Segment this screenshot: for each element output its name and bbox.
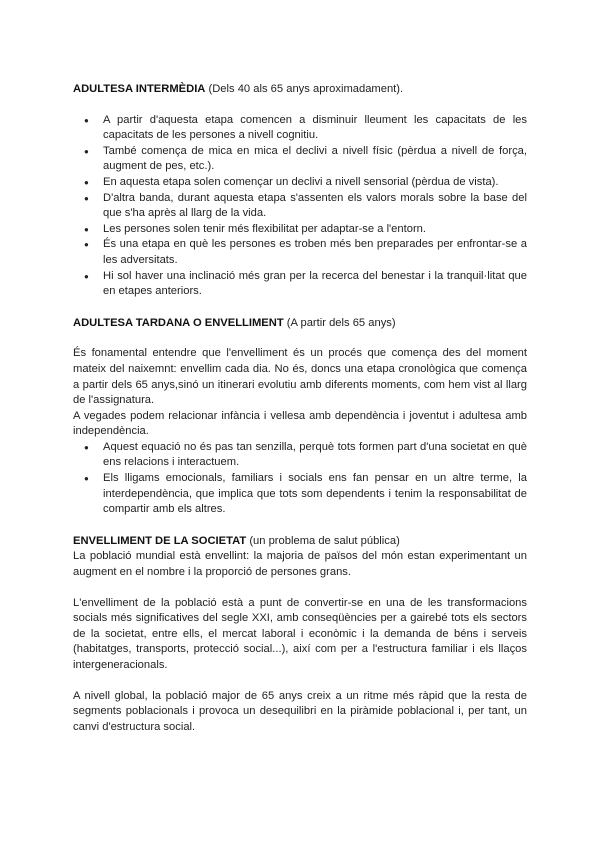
paragraph: La població mundial està envellint: la majoria de països del món estan experimentant un augment en el nombre i la proporció de persones grans. <box>73 550 527 579</box>
section-subtitle: (un problema de salut pública) <box>249 534 400 547</box>
paragraph: A vegades podem relacionar infància i vellesa amb dependència i joventut i adultesa amb independència. <box>73 409 527 438</box>
section-subtitle: (Dels 40 als 65 anys aproximadament). <box>208 83 404 95</box>
list-item: ● A partir d'aquesta etapa comencen a disminuir lleument les capacitats de les capacitats de les persones a nivell cognitiu. <box>73 113 527 144</box>
list-item: ● Hi sol haver una inclinació més gran per la recerca del benestar i la tranquil·litat que en etapes anteriors. <box>73 269 527 300</box>
list-item: ● És una etapa en què les persones es troben més ben preparades per enfrontar-se a les adversitats. <box>73 237 527 268</box>
section-title: ADULTESA TARDANA O ENVELLIMENT <box>73 316 284 329</box>
list-item: ● També comença de mica en mica el declivi a nivell físic (pèrdua a nivell de força, augment de pes, etc.). <box>73 144 527 175</box>
section-adultesa-intermedia-heading <box>73 82 527 98</box>
list-item: ● Els lligams emocionals, familiars i socials ens fan pensar en un altre terme, la interdependència, que implica que tots som dependents i tenim la responsabilitat de compartir amb els altres. <box>73 471 527 518</box>
bullet-list <box>73 440 527 518</box>
section-title: ENVELLIMENT DE LA SOCIETAT <box>73 534 247 547</box>
paragraph: L'envelliment de la població està a punt de convertir-se en una de les transformacions socials més significatives del segle XXI, amb conseqüències per a gairebé tots els sectors de la societat, entre ells, el mercat laboral i econòmic i la demanda de béns i serveis (habitatges, transports, protecció social...), així com per a l'estructura familiar i els llaços intergeneracionals. <box>73 596 527 671</box>
list-item: ● D'altra banda, durant aquesta etapa s'assenten els valors morals sobre la base del que s'ha après al llarg de la vida. <box>73 191 527 222</box>
section-adultesa-tardana-heading <box>73 316 527 332</box>
list-item: ● En aquesta etapa solen començar un declivi a nivell sensorial (pèrdua de vista). <box>73 175 527 191</box>
section-envelliment-societat-heading <box>73 534 527 550</box>
paragraph: A nivell global, la població major de 65 anys creix a un ritme més ràpid que la resta de segments poblacionals i provoca un desequilibri en la piràmide poblacional i, per tant, un canvi d'estructura social. <box>73 689 527 733</box>
list-item: ● Les persones solen tenir més flexibilitat per adaptar-se a l'entorn. <box>73 222 527 238</box>
list-item: ● Aquest equació no és pas tan senzilla, perquè tots formen part d'una societat en què ens relacions i interactuem. <box>73 440 527 471</box>
bullet-list <box>73 113 527 300</box>
paragraph: És fonamental entendre que l'envelliment és un procés que comença des del moment mateix del naixemnt: envellim cada dia. No és, doncs una etapa cronològica que comença a partir dels 65 anys,sinó un itinerari evolutiu amb diferents moments, com hem vist al llarg de l'assignatura. <box>73 347 527 407</box>
section-title: ADULTESA INTERMÈDIA <box>73 83 206 95</box>
document-page <box>73 82 527 735</box>
section-subtitle: (A partir dels 65 anys) <box>286 316 396 329</box>
